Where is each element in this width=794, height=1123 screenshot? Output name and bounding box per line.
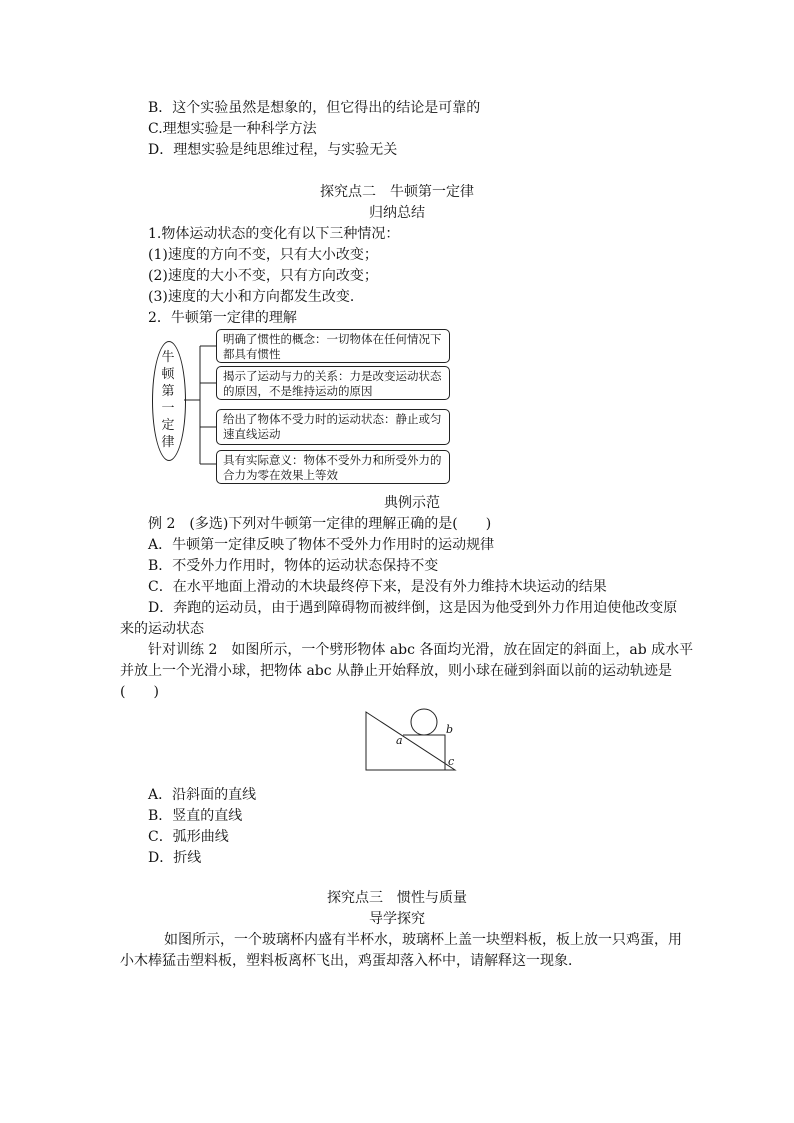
- example-option-b: B．不受外力作用时，物体的运动状态保持不变: [148, 558, 439, 574]
- practice-option-d: D．折线: [148, 850, 202, 866]
- figure-label-b: b: [446, 723, 454, 736]
- example-heading: 典例示范: [384, 495, 440, 511]
- section-title: 探究点二 牛顿第一定律: [320, 184, 474, 200]
- option-b: B．这个实验虽然是想象的，但它得出的结论是可靠的: [148, 100, 481, 116]
- practice-question: 针对训练 2 如图所示，一个劈形物体 abc 各面均光滑，放在固定的斜面上，ab 成水平: [148, 642, 694, 658]
- practice-answer-blank: ( ): [120, 684, 159, 700]
- case-2: (2)速度的大小不变，只有方向改变；: [148, 268, 378, 284]
- section3-subtitle: 导学探究: [369, 911, 425, 927]
- diagram-oval-label: 牛 顿 第 一 定 律: [161, 350, 175, 450]
- diagram-box-inertia: 明确了惯性的概念：一切物体在任何情况下都具有惯性: [216, 329, 450, 363]
- figure-label-a: a: [396, 734, 403, 747]
- case-3: (3)速度的大小和方向都发生改变．: [148, 289, 364, 305]
- summary-item-2: 2．牛顿第一定律的理解: [148, 310, 297, 326]
- example-option-a: A．牛顿第一定律反映了物体不受外力作用时的运动规律: [148, 537, 495, 553]
- practice-option-b: B．竖直的直线: [148, 808, 243, 824]
- section-subtitle: 归纳总结: [369, 205, 425, 221]
- case-1: (1)速度的方向不变，只有大小改变；: [148, 247, 378, 263]
- practice-question-cont: 并放上一个光滑小球，把物体 abc 从静止开始释放，则小球在碰到斜面以前的运动轨迹是: [120, 663, 673, 679]
- example-option-c: C．在水平地面上滑动的木块最终停下来，是没有外力维持木块运动的结果: [148, 579, 607, 595]
- section3-paragraph-cont: 小木棒猛击塑料板，塑料板离杯飞出，鸡蛋却落入杯中，请解释这一现象．: [120, 953, 582, 969]
- diagram-box-force-motion: 揭示了运动与力的关系：力是改变运动状态的原因，不是维持运动的原因: [216, 366, 450, 400]
- option-d: D．理想实验是纯思维过程，与实验无关: [148, 142, 398, 158]
- example-option-d-cont: 来的运动状态: [120, 621, 204, 637]
- summary-item-1: 1.物体运动状态的变化有以下三种情况：: [148, 226, 400, 242]
- practice-option-c: C．弧形曲线: [148, 829, 229, 845]
- diagram-box-no-force: 给出了物体不受力时的运动状态：静止或匀速直线运动: [216, 409, 450, 445]
- practice-option-a: A．沿斜面的直线: [148, 787, 257, 803]
- option-c: C.理想实验是一种科学方法: [148, 121, 317, 137]
- example-question: 例 2 (多选)下列对牛顿第一定律的理解正确的是( ): [148, 516, 492, 532]
- section3-title: 探究点三 惯性与质量: [327, 890, 467, 906]
- diagram-box-practical: 具有实际意义：物体不受外力和所受外力的合力为零在效果上等效: [216, 450, 450, 484]
- example-option-d: D．奔跑的运动员，由于遇到障碍物而被绊倒，这是因为他受到外力作用迫使他改变原: [148, 600, 678, 616]
- figure-label-c: c: [448, 755, 455, 768]
- section3-paragraph: 如图所示，一个玻璃杯内盛有半杯水，玻璃杯上盖一块塑料板，板上放一只鸡蛋，用: [136, 932, 682, 948]
